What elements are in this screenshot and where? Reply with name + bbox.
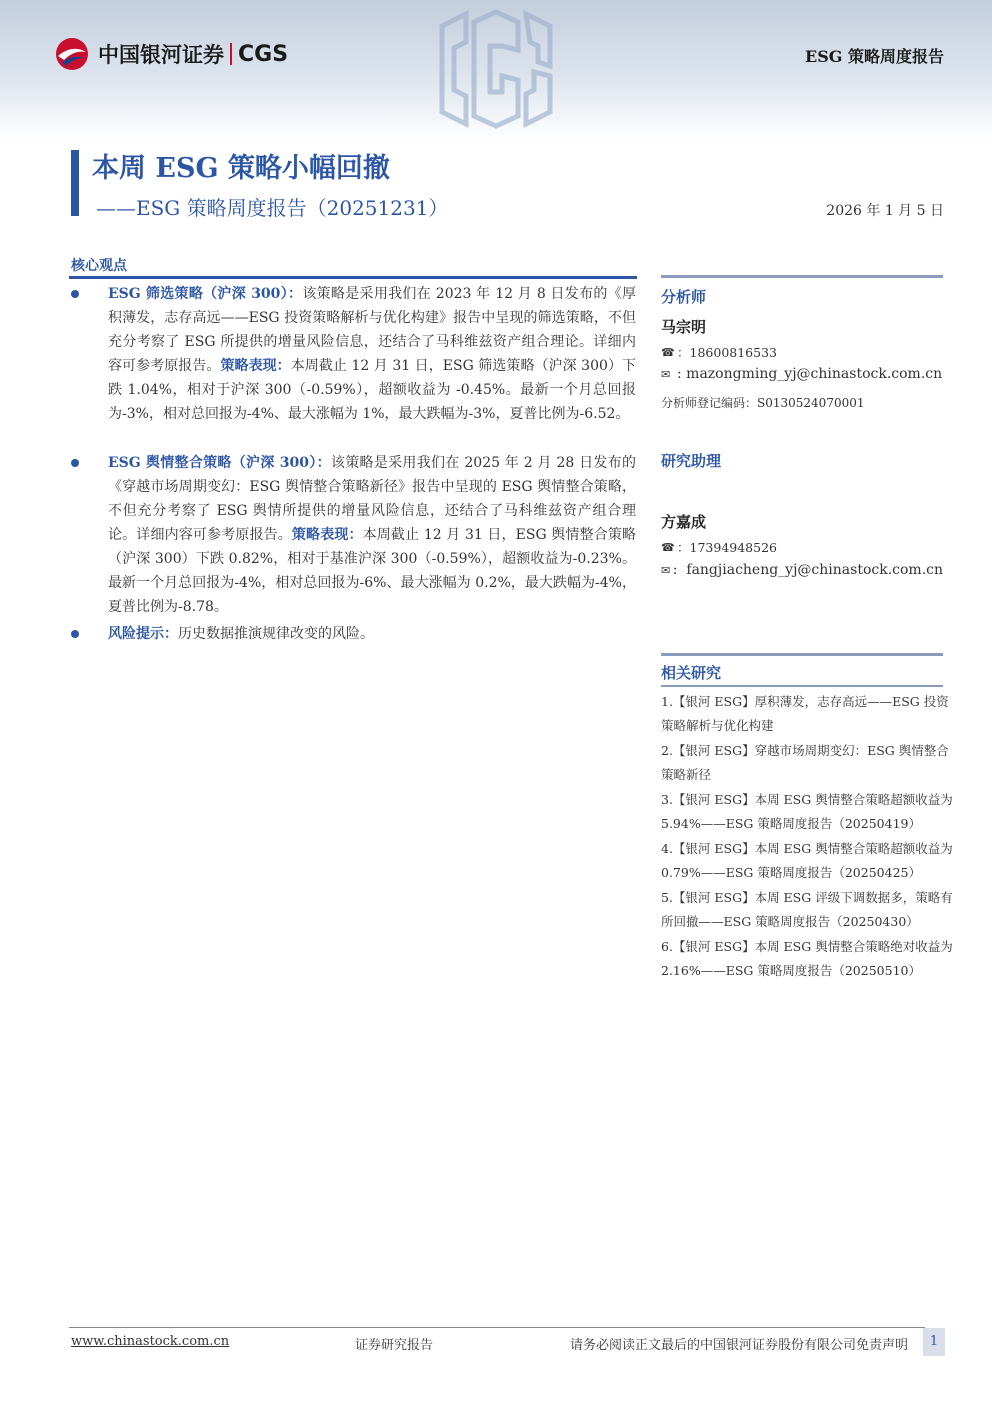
logo-text-cn: 中国银河证券 <box>98 43 224 67</box>
phone-icon: ☎ <box>661 345 675 359</box>
bullet-body: 该策略是采用我们在 2025 年 2 月 28 日发布的《穿越市场周期变幻：ESG 舆情整合策略新径》报告中呈现的 ESG 舆情整合策略，不但充分考察了 ESG 舆情所提供的增量风险信息，还结合了马科维兹资产组合理论。详细内容可参考原报告。 <box>108 455 636 543</box>
page-subtitle: ——ESG 策略周度报告（20251231） <box>96 196 449 220</box>
assistant-email: ✉ : fangjiacheng_yj@chinastock.com.cn <box>661 562 943 578</box>
analyst-email: ✉ : mazongming_yj@chinastock.com.cn <box>661 366 943 382</box>
phone-icon: ☎ <box>661 540 675 554</box>
bullet-text <box>108 622 636 646</box>
mail-icon: ✉ <box>661 367 671 381</box>
bullet-lead: ESG 舆情整合策略（沪深 300）： <box>108 455 331 471</box>
footer-divider <box>69 1327 925 1328</box>
bullet-perf-label: 策略表现： <box>220 358 291 374</box>
company-logo <box>52 36 288 72</box>
bullet-perf-text: 本周截止 12 月 31 日，ESG 舆情整合策略（沪深 300）下跌 0.82%，相对于基准沪深 300（-0.59%），超额收益为-0.23%。最新一个月总回报为-4%，相对总回报为-6%、最大涨幅为 0.2%，最大跌幅为-4%，夏普比例为-8.78。 <box>108 527 637 615</box>
related-item[interactable]: 5.【银河 ESG】本周 ESG 评级下调数据多，策略有所回撤——ESG 策略周度报告（20250430） <box>661 890 953 929</box>
assistant-heading: 研究助理 <box>661 452 722 470</box>
analyst-heading: 分析师 <box>661 288 707 306</box>
related-divider-top <box>661 653 943 656</box>
analyst-name: 马宗明 <box>661 318 707 336</box>
report-date: 2026 年 1 月 5 日 <box>826 203 944 219</box>
bullet-dot-icon <box>71 290 79 298</box>
bullet-dot-icon <box>71 630 79 638</box>
assistant-phone: ☎ ： 17394948526 <box>661 539 777 555</box>
related-item[interactable]: 6.【银河 ESG】本周 ESG 舆情整合策略绝对收益为 2.16%——ESG 策略周度报告（20250510） <box>661 939 953 978</box>
related-list <box>661 690 957 983</box>
mail-icon: ✉ <box>661 563 671 577</box>
title-accent-bar <box>71 150 79 216</box>
analyst-phone: ☎ ： 18600816533 <box>661 344 777 360</box>
cgs-logo-mark-icon <box>52 36 92 72</box>
logo-separator <box>230 43 232 65</box>
core-bullet <box>71 622 636 646</box>
bullet-dot-icon <box>71 459 79 467</box>
footer-website-link[interactable]: www.chinastock.com.cn <box>71 1334 230 1349</box>
related-item[interactable]: 2.【银河 ESG】穿越市场周期变幻：ESG 舆情整合策略新径 <box>661 743 949 782</box>
core-divider <box>69 276 637 279</box>
related-heading: 相关研究 <box>661 664 722 682</box>
core-heading: 核心观点 <box>71 258 127 274</box>
core-bullet <box>71 451 636 619</box>
analyst-divider <box>661 275 943 278</box>
page-title: 本周 ESG 策略小幅回撤 <box>92 153 390 184</box>
cgs-watermark-icon <box>430 6 562 132</box>
bullet-text <box>108 282 636 426</box>
page-number: 1 <box>923 1328 945 1356</box>
bullet-perf-text: 本周截止 12 月 31 日，ESG 筛选策略（沪深 300）下跌 1.04%，相对于沪深 300（-0.59%），超额收益为 -0.45%。最新一个月总回报为-3%，相对总回报为-4%、最大涨幅为 1%，最大跌幅为-3%，夏普比例为-6.52。 <box>108 358 637 422</box>
bullet-lead: ESG 筛选策略（沪深 300）： <box>108 286 303 302</box>
footer-report-label: 证券研究报告 <box>355 1338 434 1353</box>
bullet-body: 历史数据推演规律改变的风险。 <box>178 626 374 642</box>
bullet-text <box>108 451 636 619</box>
bullet-lead: 风险提示： <box>108 626 178 642</box>
footer-disclaimer: 请务必阅读正文最后的中国银河证券股份有限公司免责声明 <box>569 1338 908 1353</box>
bullet-perf-label: 策略表现： <box>291 527 363 543</box>
related-item[interactable]: 3.【银河 ESG】本周 ESG 舆情整合策略超额收益为 5.94%——ESG 策略周度报告（20250419） <box>661 792 953 831</box>
bullet-body: 该策略是采用我们在 2023 年 12 月 8 日发布的《厚积薄发，志存高远——ESG 投资策略解析与优化构建》报告中呈现的筛选策略，不但充分考察了 ESG 所提供的增量风险信息，还结合了马科维兹资产组合理论。详细内容可参考原报告。 <box>108 286 636 374</box>
related-item[interactable]: 1.【银河 ESG】厚积薄发，志存高远——ESG 投资策略解析与优化构建 <box>661 694 949 733</box>
core-bullet <box>71 282 636 426</box>
related-divider <box>661 685 943 687</box>
analyst-registration: 分析师登记编码：S0130524070001 <box>661 396 865 410</box>
logo-text-en: CGS <box>238 41 289 67</box>
report-type-label: ESG 策略周度报告 <box>805 47 944 66</box>
related-item[interactable]: 4.【银河 ESG】本周 ESG 舆情整合策略超额收益为 0.79%——ESG 策略周度报告（20250425） <box>661 841 953 880</box>
assistant-name: 方嘉成 <box>661 513 707 531</box>
